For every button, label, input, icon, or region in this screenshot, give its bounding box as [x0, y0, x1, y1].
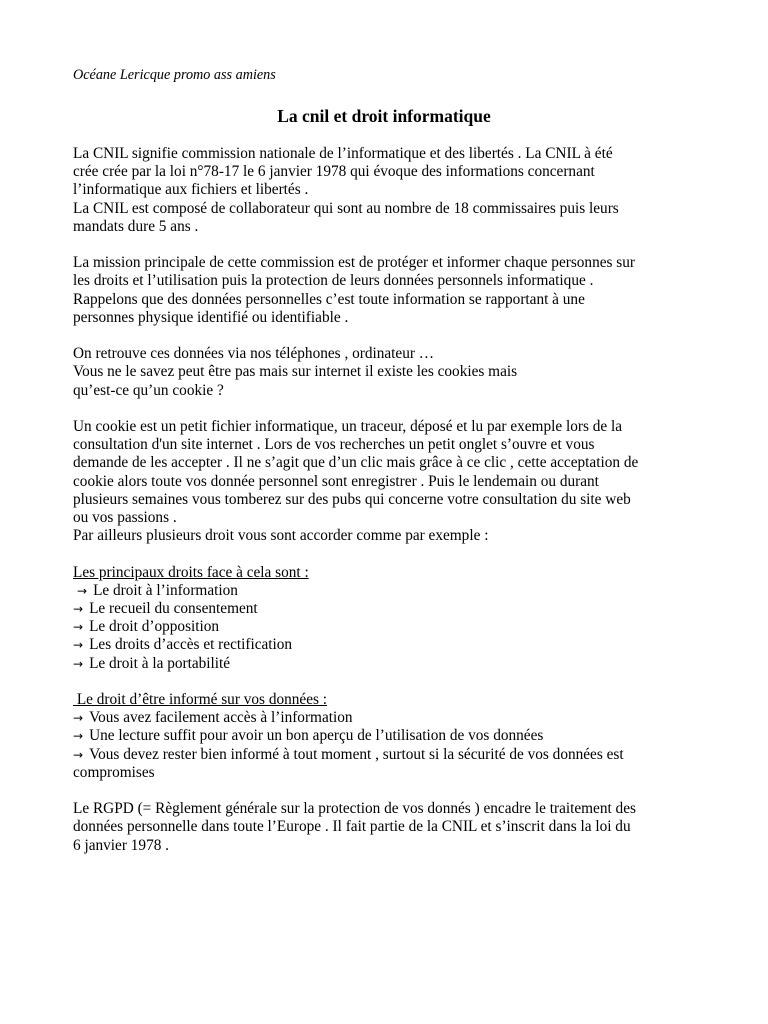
text-line: l’informatique aux fichiers et libertés .	[73, 181, 309, 199]
text-line: qu’est-ce qu’un cookie ?	[73, 381, 224, 399]
text-line: crée crée par la loi n°78-17 le 6 janvier 1978 qui évoque des informations concernant	[73, 163, 595, 181]
list-item	[73, 709, 703, 727]
rights-list-heading: Les principaux droits face à cela sont :	[73, 563, 309, 581]
spacer	[73, 327, 703, 345]
right-arrow-icon: →	[77, 583, 88, 598]
list-item	[73, 655, 703, 673]
paragraph-cookie	[73, 418, 703, 545]
paragraph-cnil-definition	[73, 145, 703, 236]
list-item-label: Le droit d’opposition	[89, 618, 220, 636]
spacer	[73, 400, 703, 418]
text-line: mandats dure 5 ans .	[73, 217, 199, 235]
list-item-label: Le recueil du consentement	[89, 600, 258, 618]
spacer	[73, 673, 703, 691]
right-arrow-icon: →	[73, 656, 84, 671]
text-line: 6 janvier 1978 .	[73, 836, 170, 854]
text-line: cookie alors toute vos donnée personnel sont enregistrer . Puis le lendemain ou durant	[73, 472, 599, 490]
spacer	[73, 236, 703, 254]
informed-list-heading: Le droit d’être informé sur vos données :	[73, 691, 328, 709]
rights-list	[73, 564, 703, 673]
paragraph-rgpd	[73, 800, 703, 855]
spacer	[73, 782, 703, 800]
list-item	[73, 582, 703, 600]
right-arrow-icon: →	[73, 747, 84, 762]
spacer	[73, 545, 703, 563]
text-line: Par ailleurs plusieurs droit vous sont accorder comme par exemple :	[73, 527, 489, 545]
list-item-label: Le droit à l’information	[93, 581, 238, 599]
text-line: données personnelle dans toute l’Europe . Il fait partie de la CNIL et s’inscrit dans la loi du	[73, 818, 631, 836]
informed-list	[73, 691, 703, 782]
text-line: demande de les accepter . Il ne s’agit que d’un clic mais grâce à ce clic , cette acceptation de	[73, 454, 639, 472]
list-item-continuation: compromises	[73, 763, 155, 781]
text-line: Un cookie est un petit fichier informatique, un traceur, déposé et lu par exemple lors de la	[73, 418, 623, 435]
list-item-label: Vous avez facilement accès à l’information	[89, 709, 353, 727]
list-item	[73, 727, 703, 745]
text-line: La mission principale de cette commission est de protéger et informer chaque personnes sur	[73, 254, 635, 272]
text-line: Le RGPD (= Règlement générale sur la protection de vos donnés ) encadre le traitement des	[73, 800, 636, 818]
list-item	[73, 618, 703, 636]
right-arrow-icon: →	[73, 620, 84, 635]
paragraph-data-sources	[73, 345, 703, 400]
text-line: On retrouve ces données via nos téléphones , ordinateur …	[73, 345, 435, 363]
text-line: Vous ne le savez peut être pas mais sur internet il existe les cookies mais	[73, 363, 518, 381]
list-item	[73, 746, 703, 764]
text-line: La CNIL est composé de collaborateur qui sont au nombre de 18 commissaires puis leurs	[73, 199, 619, 217]
page-title: La cnil et droit informatique	[277, 106, 491, 126]
list-item-label: Vous devez rester bien informé à tout moment , surtout si la sécurité de vos données est	[89, 745, 624, 763]
text-line: ou vos passions .	[73, 509, 177, 527]
list-item	[73, 636, 703, 654]
list-item-label: Les droits d’accès et rectification	[89, 636, 293, 654]
text-line: Rappelons que des données personnelles c’est toute information se rapportant à une	[73, 290, 585, 308]
paragraph-mission	[73, 254, 703, 327]
right-arrow-icon: →	[73, 711, 84, 726]
text-line: les droits et l’utilisation puis la protection de leurs données personnels informatique .	[73, 272, 594, 290]
list-item-label: Une lecture suffit pour avoir un bon aperçu de l’utilisation de vos données	[89, 727, 544, 745]
text-line: plusieurs semaines vous tomberez sur des pubs qui concerne votre consultation du site web	[73, 490, 631, 508]
right-arrow-icon: →	[73, 729, 84, 744]
text-line: consultation d'un site internet . Lors de vos recherches un petit onglet s’ouvre et vous	[73, 436, 595, 454]
text-line: La CNIL signifie commission nationale de l’informatique et des libertés . La CNIL à été	[73, 145, 613, 162]
document-body	[73, 145, 703, 855]
author-line: Océane Lericque promo ass amiens	[73, 67, 276, 83]
right-arrow-icon: →	[73, 602, 84, 617]
right-arrow-icon: →	[73, 638, 84, 653]
list-item	[73, 600, 703, 618]
list-item-label: Le droit à la portabilité	[89, 654, 231, 672]
text-line: personnes physique identifié ou identifiable .	[73, 308, 349, 326]
